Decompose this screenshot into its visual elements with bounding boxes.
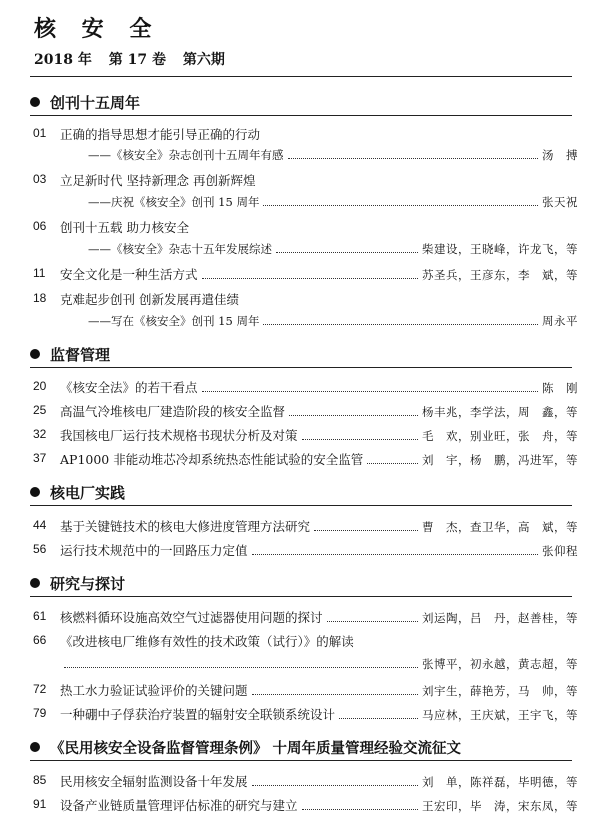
article-title: 正确的指导思想才能引导正确的行动 <box>60 127 261 142</box>
page-number: 20 <box>33 379 47 393</box>
article-authors: 刘宇生，薛艳芳，马 帅，等 <box>422 684 578 698</box>
page-number: 72 <box>33 682 47 696</box>
leader-dots <box>202 267 418 279</box>
page-number: 85 <box>33 773 47 787</box>
article-authors: 刘运陶，吕 丹，赵善桂，等 <box>422 611 578 625</box>
page-number: 79 <box>33 706 47 720</box>
page-number: 06 <box>33 219 47 233</box>
toc-entry[interactable] <box>30 704 578 724</box>
article-authors: 张天祝 <box>542 195 578 209</box>
bullet-icon <box>30 349 40 359</box>
article-title: 运行技术规范中的一回路压力定值 <box>60 543 248 558</box>
article-authors: 汤 搏 <box>542 148 578 162</box>
article-title: 《改进核电厂维修有效性的技术政策（试行）》的解读 <box>60 634 354 649</box>
section-heading: 研究与探讨 <box>30 573 125 593</box>
article-title: 基于关键链技术的核电大修进度管理方法研究 <box>60 519 311 534</box>
article-title: 立足新时代 坚持新理念 再创新辉煌 <box>60 173 256 188</box>
toc-entry-subline <box>30 146 578 166</box>
toc-entry[interactable] <box>30 631 578 651</box>
leader-dots <box>263 313 538 325</box>
article-authors: 张仰程 <box>542 544 578 558</box>
article-authors: 曹 杰，查卫华，高 斌，等 <box>422 520 578 534</box>
article-authors: 马应林，王庆斌，王宇飞，等 <box>422 708 578 722</box>
leader-dots <box>339 707 418 719</box>
page-number: 61 <box>33 609 47 623</box>
toc-entry[interactable] <box>30 771 578 791</box>
leader-dots <box>302 798 418 810</box>
section-rule <box>30 760 572 761</box>
toc-entry[interactable] <box>30 680 578 700</box>
article-title: 高温气冷堆核电厂建造阶段的核安全监督 <box>60 404 286 419</box>
article-title: 安全文化是一种生活方式 <box>60 267 198 282</box>
bullet-icon <box>30 487 40 497</box>
section-heading: 《民用核安全设备监督管理条例》 十周年质量管理经验交流征文 <box>30 737 461 757</box>
page-number: 11 <box>33 266 46 280</box>
toc-entry[interactable] <box>30 377 578 397</box>
section-rule <box>30 596 572 597</box>
section-rule <box>30 505 572 506</box>
article-title: 热工水力验证试验评价的关键问题 <box>60 683 248 698</box>
toc-entry[interactable] <box>30 264 578 284</box>
issue-number: 第六期 <box>182 52 225 68</box>
toc-entry[interactable] <box>30 449 578 469</box>
toc-entry-subline <box>30 193 578 213</box>
article-authors: 张博平，初永越，黄志超，等 <box>422 657 578 671</box>
page-number: 66 <box>33 633 47 647</box>
article-title: 创刊十五载 助力核安全 <box>60 220 189 235</box>
issue-year: 2018 年 <box>34 52 92 68</box>
page-number: 03 <box>33 172 47 186</box>
issue-volume: 第 17 卷 <box>108 52 166 68</box>
article-title: 克难起步创刊 创新发展再遣佳绩 <box>60 292 239 307</box>
leader-dots <box>314 519 418 531</box>
page-number: 37 <box>33 451 47 465</box>
journal-title: 核 安 全 <box>34 16 161 42</box>
article-subtitle: ——庆祝《核安全》创刊 15 周年 <box>88 195 260 209</box>
toc-entry[interactable] <box>30 607 578 627</box>
toc-entry[interactable] <box>30 170 578 190</box>
article-title: 一种硼中子俘获治疗装置的辐射安全联锁系统设计 <box>60 707 336 722</box>
page-number: 91 <box>33 797 47 811</box>
leader-dots <box>288 147 539 159</box>
bullet-icon <box>30 97 40 107</box>
article-authors: 陈 刚 <box>542 381 578 395</box>
toc-entry[interactable] <box>30 516 578 536</box>
section-heading: 监督管理 <box>30 344 110 364</box>
page-number: 32 <box>33 427 47 441</box>
article-authors: 周永平 <box>542 314 578 328</box>
article-authors: 苏圣兵，王彦东，李 斌，等 <box>422 268 578 282</box>
toc-entry[interactable] <box>30 217 578 237</box>
article-title: 核燃料循环设施高效空气过滤器使用问题的探讨 <box>60 610 323 625</box>
bullet-icon <box>30 742 40 752</box>
section-heading: 创刊十五周年 <box>30 92 140 112</box>
article-subtitle: ——《核安全》杂志创刊十五周年有感 <box>88 148 284 162</box>
leader-dots <box>252 683 418 695</box>
toc-entry-subline <box>30 655 578 675</box>
toc-entry[interactable] <box>30 124 578 144</box>
article-subtitle: ——写在《核安全》创刊 15 周年 <box>88 314 260 328</box>
article-authors: 刘 单，陈祥磊，毕明德，等 <box>422 775 578 789</box>
toc-entry[interactable] <box>30 401 578 421</box>
section-heading: 核电厂实践 <box>30 482 125 502</box>
article-title: 《核安全法》的若干看点 <box>60 380 198 395</box>
toc-entry-subline <box>30 240 578 260</box>
leader-dots <box>64 656 418 668</box>
header-rule <box>30 76 572 77</box>
leader-dots <box>202 380 538 392</box>
section-rule <box>30 115 572 116</box>
article-title: AP1000 非能动堆芯冷却系统热态性能试验的安全监管 <box>60 452 364 467</box>
article-authors: 柴建设，王晓峰，许龙飞，等 <box>422 242 578 256</box>
toc-entry[interactable] <box>30 795 578 815</box>
page-number: 44 <box>33 518 47 532</box>
page-number: 18 <box>33 291 47 305</box>
issue-line <box>34 49 237 69</box>
leader-dots <box>289 404 418 416</box>
section-rule <box>30 367 572 368</box>
article-title: 民用核安全辐射监测设备十年发展 <box>60 774 248 789</box>
bullet-icon <box>30 578 40 588</box>
article-authors: 杨丰兆，李学法，周 鑫，等 <box>422 405 578 419</box>
toc-entry[interactable] <box>30 289 578 309</box>
leader-dots <box>263 194 538 206</box>
toc-entry[interactable] <box>30 540 578 560</box>
leader-dots <box>327 610 418 622</box>
leader-dots <box>252 543 538 555</box>
article-subtitle: ——《核安全》杂志十五年发展综述 <box>88 242 272 256</box>
leader-dots <box>252 774 418 786</box>
article-title: 我国核电厂运行技术规格书现状分析及对策 <box>60 428 298 443</box>
page-number: 25 <box>33 403 47 417</box>
leader-dots <box>276 241 418 253</box>
article-title: 设备产业链质量管理评估标准的研究与建立 <box>60 798 298 813</box>
leader-dots <box>367 452 418 464</box>
page-number: 01 <box>33 126 47 140</box>
toc-entry[interactable] <box>30 425 578 445</box>
page-number: 56 <box>33 542 47 556</box>
leader-dots <box>302 428 418 440</box>
article-authors: 刘 宇，杨 鹏，冯进军，等 <box>422 453 578 467</box>
toc-entry-subline <box>30 312 578 332</box>
article-authors: 毛 欢，别业旺，张 舟，等 <box>422 429 578 443</box>
article-authors: 王宏印，毕 涛，宋东凤，等 <box>422 799 578 813</box>
